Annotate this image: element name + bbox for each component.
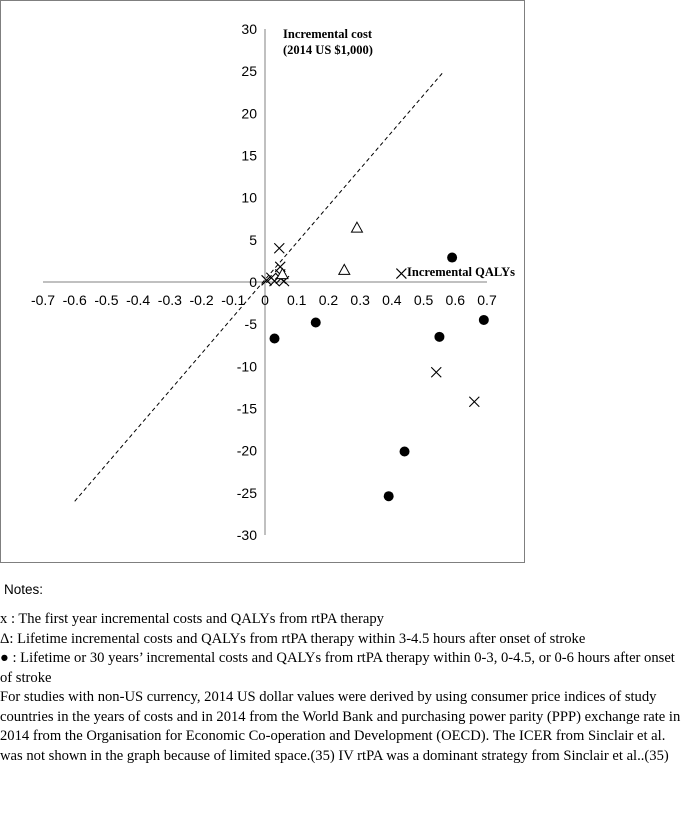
notes-section bbox=[0, 580, 685, 766]
notes-heading: Notes: bbox=[4, 582, 44, 597]
notes-paragraph: For studies with non-US currency, 2014 US dollar values were derived by using consumer price indices of study countries in the years of costs and in 2014 from the World Bank and purchasing power parity (PPP) exchange rate in 2014 from the Organisation for Economic Co-operation and Development (OECD). The ICER from Sinclair et al. was not shown in the graph because of limited space.(35) IV rtPA was a dominant strategy from Sinclair et al..(35) bbox=[0, 689, 681, 764]
x-tick-label: -0.4 bbox=[126, 292, 151, 308]
dot-point bbox=[479, 315, 489, 325]
cross-point bbox=[431, 367, 441, 377]
x-tick-label: 0.6 bbox=[445, 292, 466, 308]
x-tick-label: -0.5 bbox=[94, 292, 119, 308]
legend-triangle-note: Δ: Lifetime incremental costs and QALYs from rtPA therapy within 3-4.5 hours after onset of stroke bbox=[0, 630, 586, 647]
y-tick-label: 0 bbox=[249, 274, 257, 290]
y-tick-label: -30 bbox=[236, 527, 257, 543]
y-tick-label: -15 bbox=[236, 400, 257, 417]
cross-point bbox=[469, 397, 479, 407]
y-axis-title-line1: Incremental cost bbox=[283, 27, 372, 41]
x-tick-label: 0 bbox=[261, 292, 269, 308]
y-tick-label: 5 bbox=[249, 231, 257, 248]
x-tick-label: -0.6 bbox=[62, 292, 87, 308]
y-tick-label: 15 bbox=[241, 147, 257, 164]
y-axis-title-line2: (2014 US $1,000) bbox=[283, 43, 373, 57]
x-tick-label: -0.7 bbox=[30, 292, 56, 308]
y-tick-label: -20 bbox=[236, 442, 257, 459]
y-tick-label: -5 bbox=[244, 316, 257, 333]
legend-dot-note: ● : Lifetime or 30 years’ incremental costs and QALYs from rtPA therapy within 0-3, 0-4.5, or 0-6 hours after onset of stroke bbox=[0, 650, 675, 686]
threshold-dashed-line bbox=[75, 73, 443, 501]
x-axis-title: Incremental QALYs bbox=[407, 265, 515, 279]
x-tick-label: 0.5 bbox=[413, 292, 434, 308]
x-tick-label: -0.1 bbox=[221, 292, 246, 308]
dot-point bbox=[384, 491, 394, 501]
y-tick-label: -25 bbox=[236, 484, 257, 501]
y-tick-label: -10 bbox=[236, 358, 257, 375]
dot-point bbox=[400, 447, 410, 457]
dot-point bbox=[447, 253, 457, 263]
x-tick-label: 0.4 bbox=[382, 292, 402, 308]
triangle-point bbox=[277, 269, 288, 279]
x-tick-label: -0.2 bbox=[189, 292, 214, 308]
dot-point bbox=[434, 332, 444, 342]
triangle-point bbox=[339, 264, 350, 274]
x-tick-label: 0.3 bbox=[350, 292, 370, 308]
x-tick-label: 0.7 bbox=[477, 292, 497, 308]
y-tick-label: 30 bbox=[241, 21, 257, 37]
cross-point bbox=[396, 269, 406, 279]
legend-cross-note: x : The first year incremental costs and QALYs from rtPA therapy bbox=[0, 611, 384, 627]
triangle-point bbox=[351, 222, 362, 232]
dot-point bbox=[270, 334, 280, 344]
x-tick-label: 0.1 bbox=[286, 292, 307, 308]
y-tick-label: 10 bbox=[241, 189, 257, 206]
dot-point bbox=[311, 317, 321, 327]
x-tick-label: 0.2 bbox=[318, 292, 339, 308]
x-tick-label: -0.3 bbox=[157, 292, 182, 308]
y-tick-label: 25 bbox=[241, 63, 257, 80]
y-tick-label: 20 bbox=[241, 105, 257, 122]
cross-point bbox=[274, 243, 284, 253]
